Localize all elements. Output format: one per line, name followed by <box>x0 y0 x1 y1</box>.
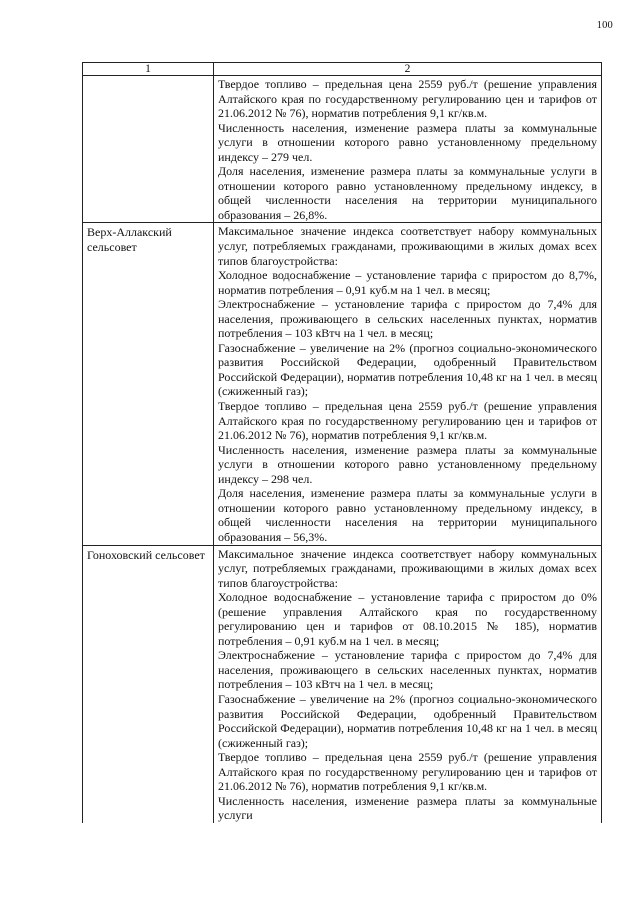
municipality-name: Верх-Аллакский сельсовет <box>83 223 214 545</box>
municipality-name <box>83 76 214 223</box>
paragraph: Твердое топливо – предельная цена 2559 руб./т (решение управления Алтайского края по государственному регулированию цен и тарифов от 21.06.2012 № 76), норматив потребления 9,1 кг/кв.м. <box>218 750 597 794</box>
paragraph: Твердое топливо – предельная цена 2559 руб./т (решение управления Алтайского края по государственному регулированию цен и тарифов от 21.06.2012 № 76), норматив потребления 9,1 кг/кв.м. <box>218 77 597 121</box>
paragraph: Численность населения, изменение размера платы за коммунальные услуги в отношении которого равно установленному предельному индексу – 279 чел. <box>218 120 597 164</box>
column-header-1: 1 <box>83 63 214 76</box>
paragraph: Холодное водоснабжение – установление тарифа с приростом до 8,7%, норматив потребления – 0,91 куб.м на 1 чел. в месяц; <box>218 268 597 297</box>
indicator-description <box>214 223 602 545</box>
paragraph: Доля населения, изменение размера платы за коммунальные услуги в отношении которого равно установленному предельному индексу, в общей численности населения на территории муниципального образования – 26,8%. <box>218 164 597 222</box>
paragraph: Максимальное значение индекса соответствует набору коммунальных услуг, потребляемых гражданами, проживающими в жилых домах всех типов благоустройства: <box>218 224 597 268</box>
municipality-name: Гоноховский сельсовет <box>83 545 214 823</box>
paragraph: Электроснабжение – установление тарифа с приростом до 7,4% для населения, проживающего в сельских населенных пунктах, норматив потребления – 103 кВтч на 1 чел. в месяц; <box>218 648 597 692</box>
paragraph: Максимальное значение индекса соответствует набору коммунальных услуг, потребляемых гражданами, проживающими в жилых домах всех типов благоустройства: <box>218 546 597 590</box>
table-row <box>83 76 602 223</box>
paragraph: Электроснабжение – установление тарифа с приростом до 7,4% для населения, проживающего в сельских населенных пунктах, норматив потребления – 103 кВтч на 1 чел. в месяц; <box>218 297 597 341</box>
paragraph: Газоснабжение – увеличение на 2% (прогноз социально-экономического развития Российской Федерации, одобренный Правительством Российской Федерации), норматив потребления 10,48 кг на 1 чел. в месяц (сжиженный газ); <box>218 340 597 399</box>
paragraph: Твердое топливо – предельная цена 2559 руб./т (решение управления Алтайского края по государственному регулированию цен и тарифов от 21.06.2012 № 76), норматив потребления 9,1 кг/кв.м. <box>218 399 597 443</box>
paragraph: Доля населения, изменение размера платы за коммунальные услуги в отношении которого равно установленному предельному индексу, в общей численности населения на территории муниципального образования – 56,3%. <box>218 486 597 544</box>
table-row <box>83 545 602 823</box>
tariff-table <box>82 62 602 823</box>
column-header-2: 2 <box>214 63 602 76</box>
page-number: 100 <box>596 20 613 31</box>
table-row <box>83 223 602 545</box>
paragraph: Газоснабжение – увеличение на 2% (прогноз социально-экономического развития Российской Федерации, одобренный Правительством Российской Федерации), норматив потребления 10,48 кг на 1 чел. в месяц (сжиженный газ); <box>218 691 597 750</box>
paragraph: Численность населения, изменение размера платы за коммунальные услуги <box>218 793 597 823</box>
indicator-description <box>214 76 602 223</box>
indicator-description <box>214 545 602 823</box>
table-header-row <box>83 63 602 76</box>
paragraph: Численность населения, изменение размера платы за коммунальные услуги в отношении которого равно установленному предельному индексу – 298 чел. <box>218 442 597 486</box>
paragraph: Холодное водоснабжение – установление тарифа с приростом до 0% (решение управления Алтайского края по государственному регулированию цен и тарифов от 08.10.2015 № 185), норматив потребления – 0,91 куб.м на 1 чел. в месяц; <box>218 590 597 648</box>
